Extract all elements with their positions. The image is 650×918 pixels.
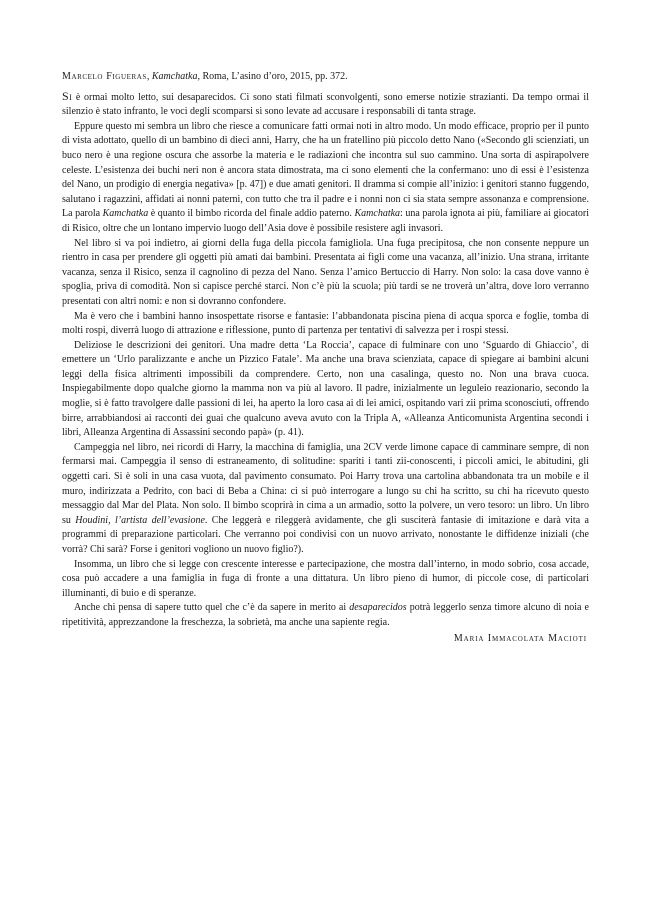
dropcap: Si [62,88,73,103]
paragraph-2-text-b: è quanto il bimbo ricorda del finale addio paterno. [148,208,355,220]
citation-author: Marcelo Figueras [62,71,147,82]
paragraph-8-text-a: Anche chi pensa di sapere tutto quel che c’è da sapere in merito ai [74,602,350,614]
book-citation: Marcelo Figueras, Kamchatka, Roma, L’asino d’oro, 2015, pp. 372. [62,71,348,82]
paragraph-8-text-b: potrà leggerlo senza timore alcuno di noia e ripetitività, apprezzandone la freschezza, la sobrietà, ma anche una sapiente regia. [62,602,589,628]
paragraph-4: Ma è vero che i bambini hanno insospettate risorse e fantasie: l’abbandonata piscina piena di acqua sporca e foglie, tomba di molti rospi, diverrà luogo di attrazione e riflessione, punto di partenza per tentativi di salvezza per i rospi stessi. [62,310,589,337]
paragraph-8-italic-1: desaparecidos [349,602,407,614]
citation-details: , Roma, L’asino d’oro, 2015, pp. 372. [197,71,348,82]
paragraph-2-italic-1: Kamchatka [102,208,149,220]
paragraph-6-text-a: Campeggia nel libro, nei ricordi di Harry, la macchina di famiglia, una 2CV verde limone capace di camminare sempre, di non fermarsi mai. Campeggia il senso di estraneamento, di solitudine: spariti i tanti zii-conoscenti, i piccoli amici, le abitudini, gli oggetti cari. Si è soli in una casa vuota, dal pavimento consumato. Poi Harry trova una cartolina abbandonata tra un mobile e il muro, indirizzata a Pedrito, con baci di Beba a China: ci si può interrogare a lungo su chi ha scritto, su chi ha ricevuto questo messaggio dal Mar del Plata. Non solo. Il bimbo scoprirà in cima a un armadio, sotto la polvere, un vero tesoro: un libro. Un libro su [62,441,589,526]
paragraph-6-text-b: . Che leggerà e rileggerà avidamente, che gli susciterà fantasie di imitazione e darà vita a programmi di preparazione particolari. Che verranno poi condivisi con un nuovo arrivato, nonostante le diffidenze iniziali (che vorrà? Chi sarà? Forse i genitori vogliono un nuovo figlio?). [62,514,589,555]
paragraph-2-italic-2: Kamchatka [354,208,401,220]
reviewer-signature: Maria Immacolata Macioti [453,632,587,644]
citation-title: Kamchatka [151,71,198,82]
paragraph-6 [62,441,589,558]
paragraph-2-text-c: : una parola ignota ai più, familiare ai giocatori di Risico, oltre che un lontano impervio luogo dell’Asia dove è possibile resistere agli invasori. [62,208,589,234]
paragraph-8 [62,601,589,630]
paragraph-7: Insomma, un libro che si legge con crescente interesse e partecipazione, che mostra dall’interno, in modo sobrio, cosa accade, cosa può accadere a una famiglia in fuga di fronte a una dittatura. Un libro pieno di humor, di piccole cose, di particolari illuminanti, di buio e di speranze. [62,558,589,599]
paragraph-1 [62,89,589,120]
paragraph-5: Deliziose le descrizioni dei genitori. Una madre detta ‘La Roccia’, capace di fulminare con uno ‘Sguardo di Ghiaccio’, di emettere un ‘Urlo paralizzante e anche un Pizzico Fatale’. Ma anche una brava scienziata, capace di spiegare ai bambini alcuni leggi della fisica altrimenti impossibili da comprendere. Certo, non una casalinga, questo no. Non una brava cuoca. Inspiegabilmente dopo qualche giorno la mamma non va più al lavoro. Il padre, inizialmente un leguleio reazionario, secondo la moglie, si è fatto travolgere dalle passioni di lei, ha aperto la loro casa ai di lei amici, ospitando vari zii prima sconosciuti, offrendo birre, arrabbiandosi ai racconti dei guai che qualcuno aveva avuto con la Tripla A, «Alleanza Anticomunista Argentina secondi i libri, Alleanza Argentina di Assassini secondo papà» (p. 41). [62,339,589,439]
paragraph-3: Nel libro si va poi indietro, ai giorni della fuga della piccola famigliola. Una fuga precipitosa, che non consente neppure un rientro in casa per prendere gli oggetti più amati dai bambini. Presentata ai figli come una vacanza, all’inizio. Una strana, irritante vacanza, senza il Risico, senza il cagnolino di pezza del Nano. Senza l’amico Bertuccio di Harry. Non solo: la casa dove vanno è spoglia, priva di comodità. Non si capisce perché starci. Non c’è più la scuola; più tardi se ne troverà un’altra, dove loro verranno presentati con altri nomi: e non si dovranno confondere. [62,237,589,307]
paragraph-2-text-a: Eppure questo mi sembra un libro che riesce a comunicare fatti ormai noti in altro modo. Un modo efficace, proprio per il punto di vista adottato, quello di un bambino di dieci anni, Harry, che ha un fratellino più piccolo detto Nano («Secondo gli scienziati, un buco nero è una regione oscura che assorbe la materia e le radiazioni che incontra sul suo cammino. Una sorta di aspirapolvere celeste. L’esistenza dei buchi neri non è ancora stata dimostrata, ma ci sono elementi che la confermano: uno di essi è l’esistenza del Nano, un prodigio di energia negativa» [p. 47]) e due amati genitori. Il dramma si compie all’inizio: i genitori stanno fuggendo, salutano i ragazzini, affidati ai nonni paterni, con tutto che tra il padre e i nonni non ci sia stata sempre assonanza e comprensione. La parola [62,120,589,220]
paragraph-6-italic-1: Houdini, l’artista dell’evasione [75,514,205,526]
paragraph-2 [62,120,589,237]
review-page [62,70,589,646]
paragraph-1-text: è ormai molto letto, sui desaparecidos. Ci sono stati filmati sconvolgenti, sono emerse notizie strazianti. Da tempo ormai il silenzio è stato infranto, le voci degli scomparsi si sono levate ad accusare i responsabili di tanta strage. [62,91,589,118]
